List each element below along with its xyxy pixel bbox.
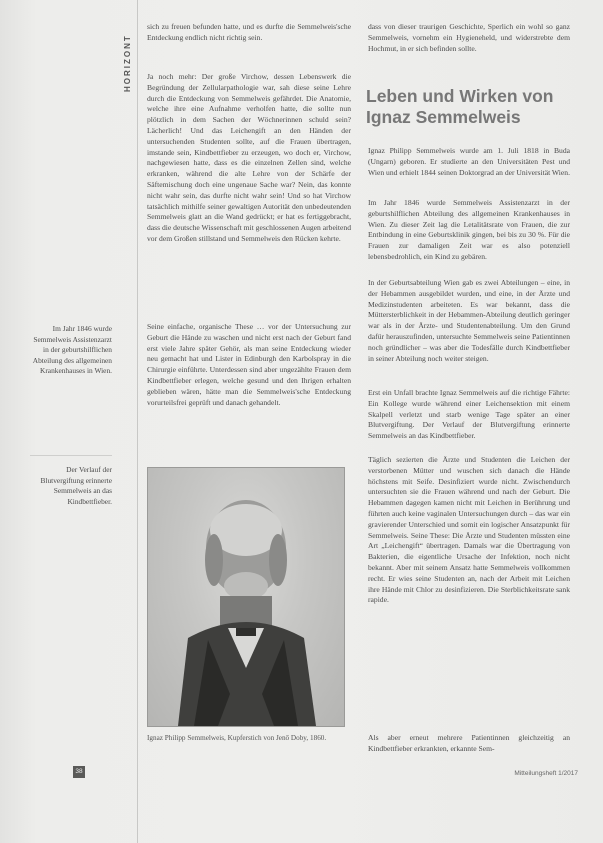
semmelweis-portrait-icon: [148, 468, 344, 726]
section-label: HORIZONT: [123, 34, 132, 92]
portrait-caption: Ignaz Philipp Semmelweis, Kupferstich von Jenő Doby, 1860.: [147, 734, 327, 742]
right-paragraph-3: In der Geburtsabteilung Wien gab es zwei Abteilungen – eine, in der Hebammen ausgebildet wurden, und eine, in der Ärzte und Medizinstudenten arbeiteten. Es war bekannt, dass die Müttersterblichkeit in der Hebammen-Abteilung deutlich geringer war als in der Ärzte- und Studentenabteilung. Um den Grund dafür herauszufinden, untersuchte Semmelweis seine Patientinnen noch gründlicher – was aber die Todesfälle durch Kindbettfieber in seiner Abteilung noch weiter steigen.: [368, 278, 570, 363]
right-paragraph-6: Als aber erneut mehrere Patientinnen gleichzeitig an Kindbettfieber erkrankten, erkannte Sem-: [368, 733, 570, 753]
mid-paragraph-3: Seine einfache, organische These … vor der Untersuchung zur Geburt die Hände zu waschen und nicht erst nach der Geburt fand erst viele Jahre später Gehör, als man seine Entdeckung wieder neu gemacht hat und Lister in Edinburgh den Karbolspray in die Chirurgie einführte. Unterdessen sind aber ungezählte Frauen dem Kindbettfieber erlegen, welche gesund und den Ihrigen erhalten geblieben wären, hätte man die Semmelweis'sche Entdeckung vorurteilsfrei geprüft und danach gehandelt.: [147, 322, 351, 407]
margin-note-divider: [30, 455, 112, 456]
right-paragraph-4: Erst ein Unfall brachte Ignaz Semmelweis auf die richtige Fährte: Ein Kollege wurde während einer Leichensektion mit einem Skalpell verletzt und starb wenige Tage später an einer Blutvergiftung. Der Verlauf der Blutvergiftung erinnerte Semmelweis an das Kindbettfieber.: [368, 388, 570, 441]
margin-note-1: Im Jahr 1846 wurde Semmelweis Assistenzarzt in der geburtshilflichen Abteilung des allgemeinen Krankenhauses in Wien.: [32, 324, 112, 376]
mid-paragraph-2: Ja noch mehr: Der große Virchow, dessen Lebenswerk die Begründung der Zellularpathologie war, sah diese seine Lehre durch die Entdeckung von Semmelweis gefährdet. Die Anatomie, welche ihre eine Aufnahme verholfen hatte, die sollte nun plötzlich in dem Sachen der Wöchnerinnen schuld sein? Lächerlich! Und das Leichengift an den Händen der untersuchenden Studenten sollte, auf die Frauen übertragen, imstande sein, Kindbettfieber zu erzeugen, wo doch er, Virchow, nachgewiesen hatte, dass es die einzelnen Zellen sind, welche erkranken, während die alte Lehre von der Schärfe der Säftemischung doch eine ungenaue Sache war? Nein, das konnte nicht wahr sein, das durfte nicht wahr sein! Und so hat Virchow tatsächlich mithilfe seiner gewaltigen Autorität den unbedeutenden Semmelweis glatt an die Wand gedrückt; er hat es fertiggebracht, dass die deutsche Wissenschaft mit geschlossenen Augen arbeitend vor dem Großen stillstand und Semmelweis den Rücken kehrte.: [147, 72, 351, 243]
right-paragraph-2: Im Jahr 1846 wurde Semmelweis Assistenzarzt in der geburtshilflichen Abteilung des allgemeinen Krankenhauses in Wien. Zu dieser Zeit lag die Letalitätsrate von Frauen, die zur Entbindung in eine Geburtsklinik gingen, bei bis zu 30 %. Für die Frauen zur damaligen Zeit war es also potenziell lebensbedrohlich, ein Kind zu gebären.: [368, 198, 570, 261]
article-heading: Leben und Wirken von Ignaz Semmelweis: [366, 86, 554, 127]
right-paragraph-1: Ignaz Philipp Semmelweis wurde am 1. Juli 1818 in Buda (Ungarn) geboren. Er studierte an den Universitäten Pest und Wien und erhielt 1844 seinen Doktorgrad an der Universität Wien.: [368, 146, 570, 177]
right-paragraph-5: Täglich sezierten die Ärzte und Studenten die Leichen der verstorbenen Mütter und wuschen sich danach die Hände höchstens mit Seife. Desinfiziert wurde nicht. Zwischendurch untersuchten sie die Frauen während und nach der Geburt. Die Hebammen dagegen kamen nicht mit Leichen in Berührung und führten auch keine vaginalen Untersuchungen durch – das war ein gravierender Unterschied und somit ein logischer Ansatzpunkt für Semmelweis. Seine These: Die Ärzte und Studenten müssten eine Art „Leichengift“ übertragen. Damals war die Übertragung von Bakterien, die eigentliche Ursache der Infektion, noch nicht bekannt. Aber mit seinem Ansatz hatte Semmelweis vollkommen recht. Er wies seine Studenten an, nach der Arbeit mit Leichen ihre Hände mit Chlor zu desinfizieren. Die Sterblichkeitsrate sank rapide.: [368, 455, 570, 605]
portrait-image: [147, 467, 345, 727]
mid-paragraph-1: sich zu freuen befunden hatte, und es durfte die Semmelweis'sche Entdeckung endlich nicht richtig sein.: [147, 22, 351, 42]
column-divider: [137, 0, 138, 843]
margin-note-2: Der Verlauf der Blutvergiftung erinnerte Semmelweis an das Kindbettfieber.: [40, 465, 112, 506]
page-number: 38: [73, 766, 85, 778]
footer-text: Mitteilungsheft 1/2017: [514, 770, 578, 777]
right-paragraph-top: dass von dieser traurigen Geschichte, Sperlich ein wohl so ganz Semmelweis, vornehm ein Hygieneheld, und widerstrebte dem Hochmut, in er sich befinden sollte.: [368, 22, 570, 53]
